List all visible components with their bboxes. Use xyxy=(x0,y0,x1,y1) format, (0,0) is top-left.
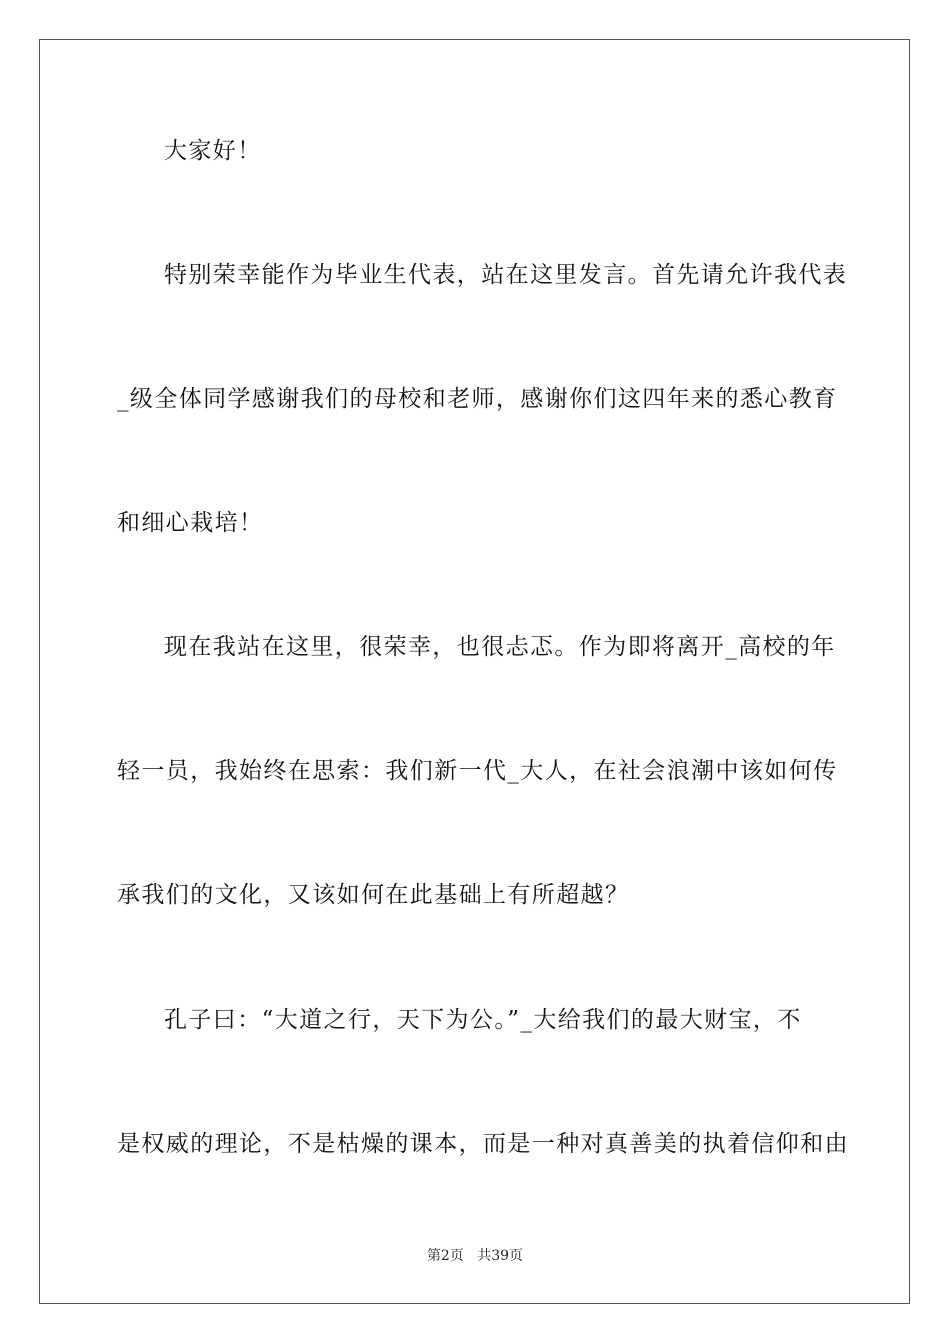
paragraph-1-line-3: 和细心栽培！ xyxy=(117,510,264,536)
paragraph-3-line-1: 孔子曰：“大道之行，天下为公。”_大给我们的最大财宝，不 xyxy=(164,1007,802,1033)
paragraph-2-line-3: 承我们的文化，又该如何在此基础上有所超越？ xyxy=(117,882,630,908)
total-pages: 共39页 xyxy=(477,1248,524,1264)
page-border xyxy=(39,39,910,1304)
page-footer xyxy=(0,1247,950,1265)
paragraph-2-line-2: 轻一员，我始终在思索：我们新一代_大人，在社会浪潮中该如何传 xyxy=(117,758,838,784)
greeting-line: 大家好！ xyxy=(164,138,262,164)
paragraph-2-line-1: 现在我站在这里，很荣幸，也很忐忑。作为即将离开_高校的年 xyxy=(164,634,836,660)
paragraph-1-line-1: 特别荣幸能作为毕业生代表，站在这里发言。首先请允许我代表 xyxy=(164,262,848,288)
paragraph-3-line-2: 是权威的理论，不是枯燥的课本，而是一种对真善美的执着信仰和由 xyxy=(117,1131,849,1157)
page-number: 第2页 xyxy=(426,1248,464,1264)
paragraph-1-line-2: _级全体同学感谢我们的母校和老师，感谢你们这四年来的悉心教育 xyxy=(117,386,838,412)
